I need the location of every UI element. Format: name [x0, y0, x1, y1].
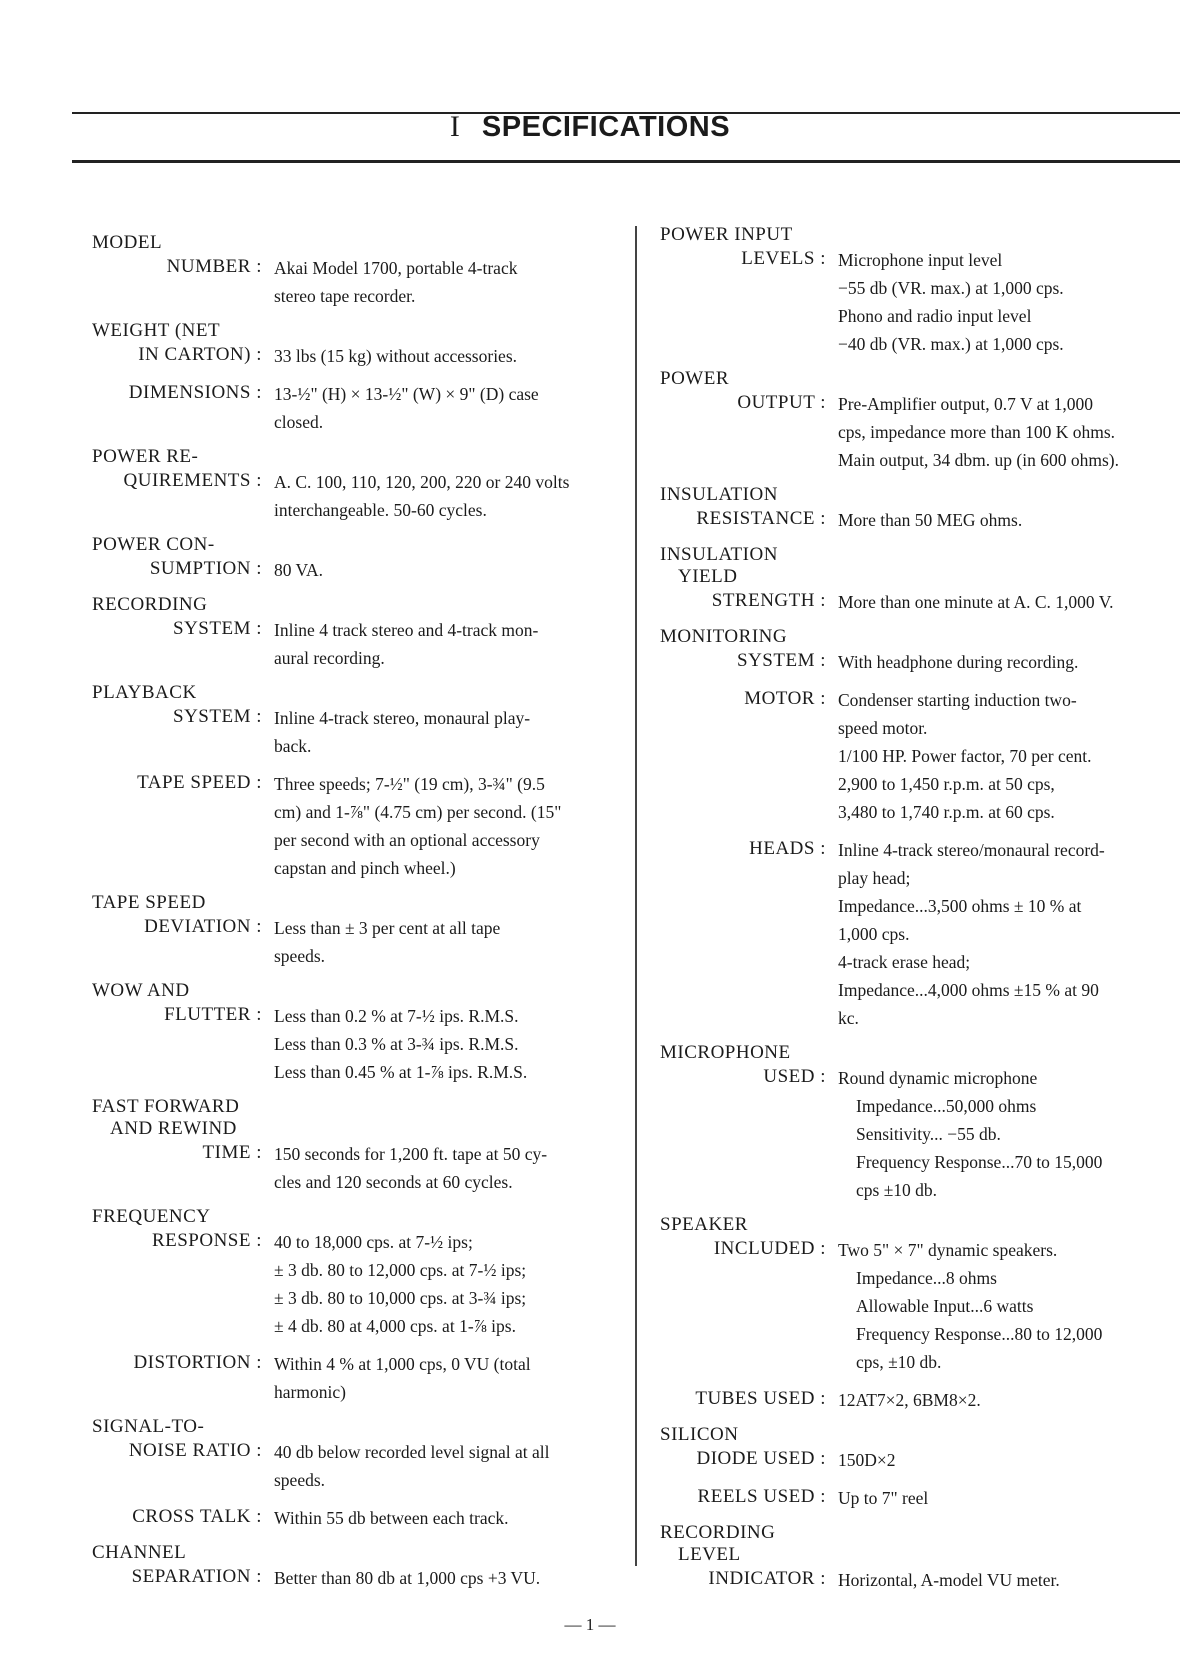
spec-value-line: speeds. [274, 1470, 326, 1490]
spec-value [826, 506, 1022, 534]
spec-key: DEVIATION : [144, 916, 262, 937]
spec-value-line: Phono and radio input level [838, 306, 1032, 326]
spec-key: LEVELS : [741, 248, 826, 269]
spec-label-line: INSULATION [660, 484, 778, 505]
spec-value-line: 4-track erase head; [838, 952, 971, 972]
spec-entry [660, 1424, 1165, 1474]
spec-entry [92, 380, 612, 436]
spec-value [826, 588, 1113, 616]
spec-entry [92, 1542, 612, 1592]
spec-key: IN CARTON) : [138, 344, 262, 365]
spec-value-line: 2,900 to 1,450 r.p.m. at 50 cps, [838, 774, 1055, 794]
spec-value-line: −40 db (VR. max.) at 1,000 cps. [838, 334, 1064, 354]
spec-value-line: interchangeable. 50-60 cycles. [274, 500, 487, 520]
spec-label-line: POWER CON- [92, 534, 215, 555]
spec-value [262, 616, 538, 672]
spec-value-line: Three speeds; 7-½" (19 cm), 3-¾" (9.5 [274, 774, 545, 794]
spec-key: SYSTEM : [173, 706, 262, 727]
spec-value-line: Inline 4-track stereo, monaural play- [274, 708, 531, 728]
spec-entry [92, 892, 612, 970]
spec-value-line: Less than ± 3 per cent at all tape [274, 918, 501, 938]
spec-sub-line: cps, ±10 db. [856, 1352, 942, 1372]
spec-label-line: FREQUENCY [92, 1206, 211, 1227]
spec-value-line: Less than 0.45 % at 1-⅞ ips. R.M.S. [274, 1062, 528, 1082]
spec-value [826, 1236, 1102, 1376]
spec-key: SYSTEM : [737, 650, 826, 671]
spec-label-line: YIELD [678, 566, 738, 587]
spec-key: DIODE USED : [696, 1448, 826, 1469]
spec-label-line: SILICON [660, 1424, 739, 1445]
spec-value-line: Horizontal, A-model VU meter. [838, 1570, 1060, 1590]
spec-value-line: More than 50 MEG ohms. [838, 510, 1023, 530]
spec-value-line: speed motor. [838, 718, 928, 738]
spec-value [262, 1564, 540, 1592]
spec-value-line: Less than 0.3 % at 3-¾ ips. R.M.S. [274, 1034, 519, 1054]
spec-value-line: ± 3 db. 80 to 12,000 cps. at 7-½ ips; [274, 1260, 527, 1280]
spec-value-line: Better than 80 db at 1,000 cps +3 VU. [274, 1568, 541, 1588]
spec-value-line: Two 5" × 7" dynamic speakers. [838, 1240, 1058, 1260]
spec-value-line: kc. [838, 1008, 859, 1028]
spec-sub-line: Frequency Response...80 to 12,000 [856, 1324, 1103, 1344]
spec-value-line: aural recording. [274, 648, 385, 668]
spec-entry [660, 1522, 1165, 1594]
bottom-rule [72, 160, 1180, 163]
spec-value [826, 246, 1064, 358]
spec-value [262, 914, 500, 970]
spec-label-line: RECORDING [660, 1522, 776, 1543]
page-number: — 1 — [564, 1615, 616, 1634]
spec-value [826, 1386, 981, 1414]
spec-value [826, 1566, 1060, 1594]
spec-key: TAPE SPEED : [137, 772, 262, 793]
spec-key: STRENGTH : [711, 590, 826, 611]
spec-entry [92, 232, 612, 310]
spec-entry [660, 686, 1165, 826]
spec-value-line: Main output, 34 dbm. up (in 600 ohms). [838, 450, 1119, 470]
spec-key: OUTPUT : [737, 392, 826, 413]
spec-key: NOISE RATIO : [128, 1440, 262, 1461]
spec-entry [92, 446, 612, 524]
spec-value-line: Inline 4 track stereo and 4-track mon- [274, 620, 539, 640]
spec-entry [92, 594, 612, 672]
spec-value-line: Microphone input level [838, 250, 1003, 270]
spec-value [262, 1228, 526, 1340]
spec-value [826, 648, 1078, 676]
spec-key: CROSS TALK : [132, 1506, 262, 1527]
spec-entry [660, 836, 1165, 1032]
spec-value-line: cps, impedance more than 100 K ohms. [838, 422, 1116, 442]
spec-entry [660, 1214, 1165, 1376]
spec-value-line: harmonic) [274, 1382, 346, 1402]
spec-value-line: Within 4 % at 1,000 cps, 0 VU (total [274, 1354, 531, 1374]
spec-label-line: CHANNEL [92, 1542, 187, 1563]
spec-key: RESPONSE : [151, 1230, 262, 1251]
spec-value-line: Impedance...4,000 ohms ±15 % at 90 [838, 980, 1099, 1000]
spec-value [826, 1446, 896, 1474]
spec-label-line: AND REWIND [110, 1118, 237, 1139]
spec-value-line: 40 db below recorded level signal at all [274, 1442, 550, 1462]
spec-sub-line: Allowable Input...6 watts [856, 1296, 1034, 1316]
spec-value-line: 150D×2 [838, 1450, 896, 1470]
spec-entry [660, 484, 1165, 534]
page-title [0, 110, 1180, 144]
spec-value [262, 1438, 550, 1494]
spec-entry [660, 626, 1165, 676]
spec-key: INDICATOR : [708, 1568, 826, 1589]
spec-label-line: MONITORING [660, 626, 788, 647]
spec-value-line: Round dynamic microphone [838, 1068, 1038, 1088]
spec-entry [92, 1504, 612, 1532]
spec-entry [660, 224, 1165, 358]
spec-entry [92, 320, 612, 370]
spec-label-line: TAPE SPEED [92, 892, 206, 913]
spec-value [826, 390, 1119, 474]
spec-label-line: POWER RE- [92, 446, 199, 467]
spec-value-line: 12AT7×2, 6BM8×2. [838, 1390, 981, 1410]
spec-entry [660, 1386, 1165, 1414]
spec-value [262, 1002, 527, 1086]
spec-sub-line: Sensitivity... −55 db. [856, 1124, 1001, 1144]
spec-value [262, 1504, 508, 1532]
spec-entry [92, 1206, 612, 1340]
spec-sub-line: Frequency Response...70 to 15,000 [856, 1152, 1103, 1172]
spec-key: HEADS : [749, 838, 826, 859]
spec-value-line: A. C. 100, 110, 120, 200, 220 or 240 volts [274, 472, 570, 492]
spec-value-line: back. [274, 736, 312, 756]
spec-value [262, 380, 539, 436]
spec-value [262, 468, 569, 524]
spec-value-line: play head; [838, 868, 911, 888]
spec-entry [660, 1484, 1165, 1512]
spec-value-line: 33 lbs (15 kg) without accessories. [274, 346, 518, 366]
spec-value-line: Within 55 db between each track. [274, 1508, 509, 1528]
spec-key: SUMPTION : [149, 558, 262, 579]
spec-value-line: Pre-Amplifier output, 0.7 V at 1,000 [838, 394, 1094, 414]
spec-label-line: MODEL [92, 232, 163, 253]
spec-value-line: More than one minute at A. C. 1,000 V. [838, 592, 1114, 612]
spec-value-line: Akai Model 1700, portable 4-track [274, 258, 518, 278]
spec-value [262, 254, 517, 310]
spec-value-line: stereo tape recorder. [274, 286, 416, 306]
spec-key: MOTOR : [744, 688, 826, 709]
spec-label-line: MICROPHONE [660, 1042, 791, 1063]
spec-label-line: WEIGHT (NET [92, 320, 221, 341]
spec-label-line: SPEAKER [660, 1214, 748, 1235]
spec-sub-line: cps ±10 db. [856, 1180, 938, 1200]
spec-value-line: 1/100 HP. Power factor, 70 per cent. [838, 746, 1092, 766]
spec-entry [92, 534, 612, 584]
spec-value-line: 1,000 cps. [838, 924, 910, 944]
spec-value [262, 1140, 547, 1196]
right-spec-column [660, 224, 1165, 1604]
spec-label-line: POWER INPUT [660, 224, 793, 245]
spec-value-line: 13-½" (H) × 13-½" (W) × 9" (D) case [274, 384, 539, 404]
spec-key: RESISTANCE : [696, 508, 826, 529]
spec-entry [92, 682, 612, 760]
spec-value-line: 80 VA. [274, 560, 323, 580]
section-title: SPECIFICATIONS [481, 111, 731, 143]
spec-value-line: Less than 0.2 % at 7-½ ips. R.M.S. [274, 1006, 519, 1026]
spec-key: NUMBER : [166, 256, 262, 277]
spec-entry [660, 368, 1165, 474]
spec-label-line: POWER [660, 368, 729, 389]
spec-key: FLUTTER : [164, 1004, 262, 1025]
spec-label-line: FAST FORWARD [92, 1096, 240, 1117]
spec-value-line: Inline 4-track stereo/monaural record- [838, 840, 1105, 860]
spec-label-line: LEVEL [678, 1544, 741, 1565]
spec-sub-line: Impedance...8 ohms [856, 1268, 997, 1288]
spec-value-line: Impedance...3,500 ohms ± 10 % at [838, 896, 1082, 916]
spec-value [262, 1350, 531, 1406]
spec-label-line: SIGNAL-TO- [92, 1416, 205, 1437]
column-divider [635, 226, 637, 1566]
spec-label-line: PLAYBACK [92, 682, 197, 703]
spec-value-line: cm) and 1-⅞" (4.75 cm) per second. (15" [274, 802, 562, 822]
spec-key: TIME : [202, 1142, 262, 1163]
spec-entry [92, 980, 612, 1086]
spec-value [826, 1064, 1102, 1204]
spec-value-line: speeds. [274, 946, 326, 966]
left-spec-column [92, 232, 612, 1602]
spec-value-line: With headphone during recording. [838, 652, 1079, 672]
spec-value [826, 686, 1091, 826]
spec-key: INCLUDED : [713, 1238, 826, 1259]
spec-key: DIMENSIONS : [128, 382, 262, 403]
spec-value-line: Up to 7" reel [838, 1488, 929, 1508]
spec-entry [660, 544, 1165, 616]
spec-value [262, 556, 323, 584]
spec-entry [92, 1096, 612, 1196]
spec-value [262, 704, 530, 760]
spec-value-line: Condenser starting induction two- [838, 690, 1077, 710]
spec-entry [92, 1416, 612, 1494]
spec-value-line: 3,480 to 1,740 r.p.m. at 60 cps. [838, 802, 1055, 822]
spec-label-line: WOW AND [92, 980, 190, 1001]
spec-value-line: cles and 120 seconds at 60 cycles. [274, 1172, 513, 1192]
spec-value [262, 342, 517, 370]
spec-sub-line: Impedance...50,000 ohms [856, 1096, 1037, 1116]
spec-value [826, 1484, 928, 1512]
spec-entry [92, 1350, 612, 1406]
spec-value-line: closed. [274, 412, 324, 432]
spec-value-line: 40 to 18,000 cps. at 7-½ ips; [274, 1232, 473, 1252]
spec-key: USED : [763, 1066, 826, 1087]
spec-value [826, 836, 1105, 1032]
spec-value-line: 150 seconds for 1,200 ft. tape at 50 cy- [274, 1144, 548, 1164]
spec-entry [660, 1042, 1165, 1204]
section-number: I [449, 110, 460, 143]
spec-value-line: ± 4 db. 80 at 4,000 cps. at 1-⅞ ips. [274, 1316, 516, 1336]
spec-key: DISTORTION : [133, 1352, 262, 1373]
spec-value-line: capstan and pinch wheel.) [274, 858, 456, 878]
spec-label-line: INSULATION [660, 544, 778, 565]
spec-key: TUBES USED : [695, 1388, 826, 1409]
spec-value-line: per second with an optional accessory [274, 830, 540, 850]
spec-value-line: −55 db (VR. max.) at 1,000 cps. [838, 278, 1064, 298]
spec-key: REELS USED : [697, 1486, 826, 1507]
spec-value-line: ± 3 db. 80 to 10,000 cps. at 3-¾ ips; [274, 1288, 527, 1308]
spec-key: SEPARATION : [131, 1566, 262, 1587]
spec-label-line: RECORDING [92, 594, 208, 615]
spec-value [262, 770, 561, 882]
spec-key: QUIREMENTS : [123, 470, 262, 491]
spec-entry [92, 770, 612, 882]
spec-key: SYSTEM : [173, 618, 262, 639]
